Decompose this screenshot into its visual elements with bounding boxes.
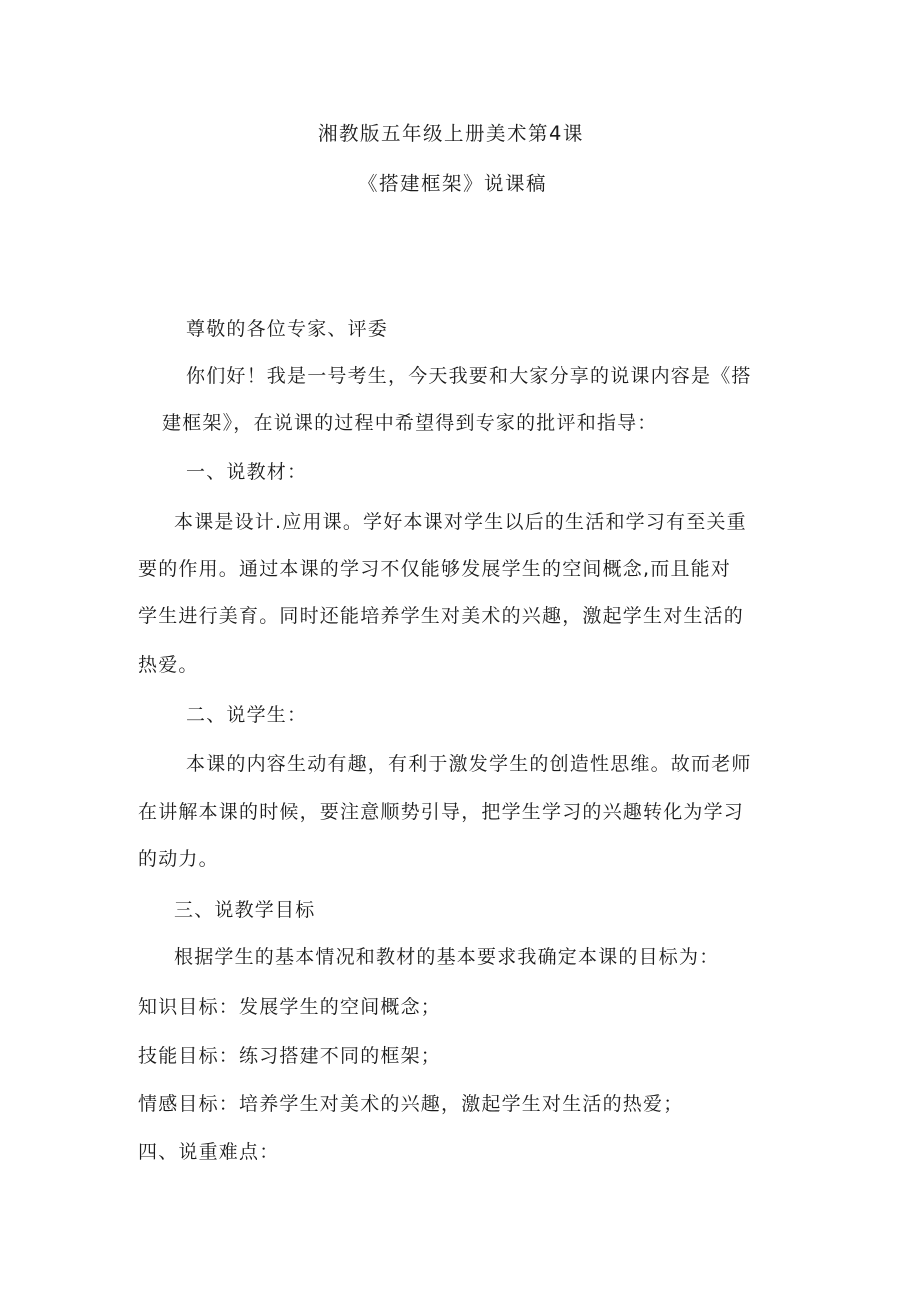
paragraph-line: 学生进行美育。同时还能培养学生对美术的兴趣，激起学生对生活的: [138, 605, 745, 627]
section-heading: 二、说学生：: [186, 704, 308, 726]
document-subtitle: 《搭建框架》说课稿: [358, 172, 548, 195]
section-heading: 三、说教学目标: [174, 899, 316, 921]
section-heading: 四、说重难点：: [138, 1141, 280, 1163]
paragraph-line: 本课的内容生动有趣，有利于激发学生的创造性思维。故而老师: [186, 753, 752, 775]
paragraph-line: 的动力。: [138, 848, 219, 870]
paragraph-line: 在讲解本课的时候，要注意顺势引导，把学生学习的兴趣转化为学习: [138, 801, 745, 823]
objective-line: 情感目标：培养学生对美术的兴趣，激起学生对生活的热爱；: [138, 1093, 684, 1115]
paragraph-line: 热爱。: [138, 654, 199, 676]
document-title: 湘教版五年级上册美术第4课: [318, 122, 584, 145]
intro-line: 建框架》，在说课的过程中希望得到专家的批评和指导：: [162, 412, 658, 434]
section-heading: 一、说教材：: [186, 461, 308, 483]
paragraph-line: 要的作用。通过本课的学习不仅能够发展学生的空间概念,而且能对: [138, 558, 732, 580]
paragraph-line: 根据学生的基本情况和教材的基本要求我确定本课的目标为：: [174, 946, 720, 968]
objective-line: 知识目标：发展学生的空间概念；: [138, 996, 442, 1018]
objective-line: 技能目标：练习搭建不同的框架；: [138, 1045, 442, 1067]
greeting: 尊敬的各位专家、评委: [186, 318, 389, 340]
intro-line: 你们好！我是一号考生，今天我要和大家分享的说课内容是《搭: [186, 365, 752, 387]
paragraph-line: 本课是设计.应用课。学好本课对学生以后的生活和学习有至关重: [174, 511, 747, 533]
